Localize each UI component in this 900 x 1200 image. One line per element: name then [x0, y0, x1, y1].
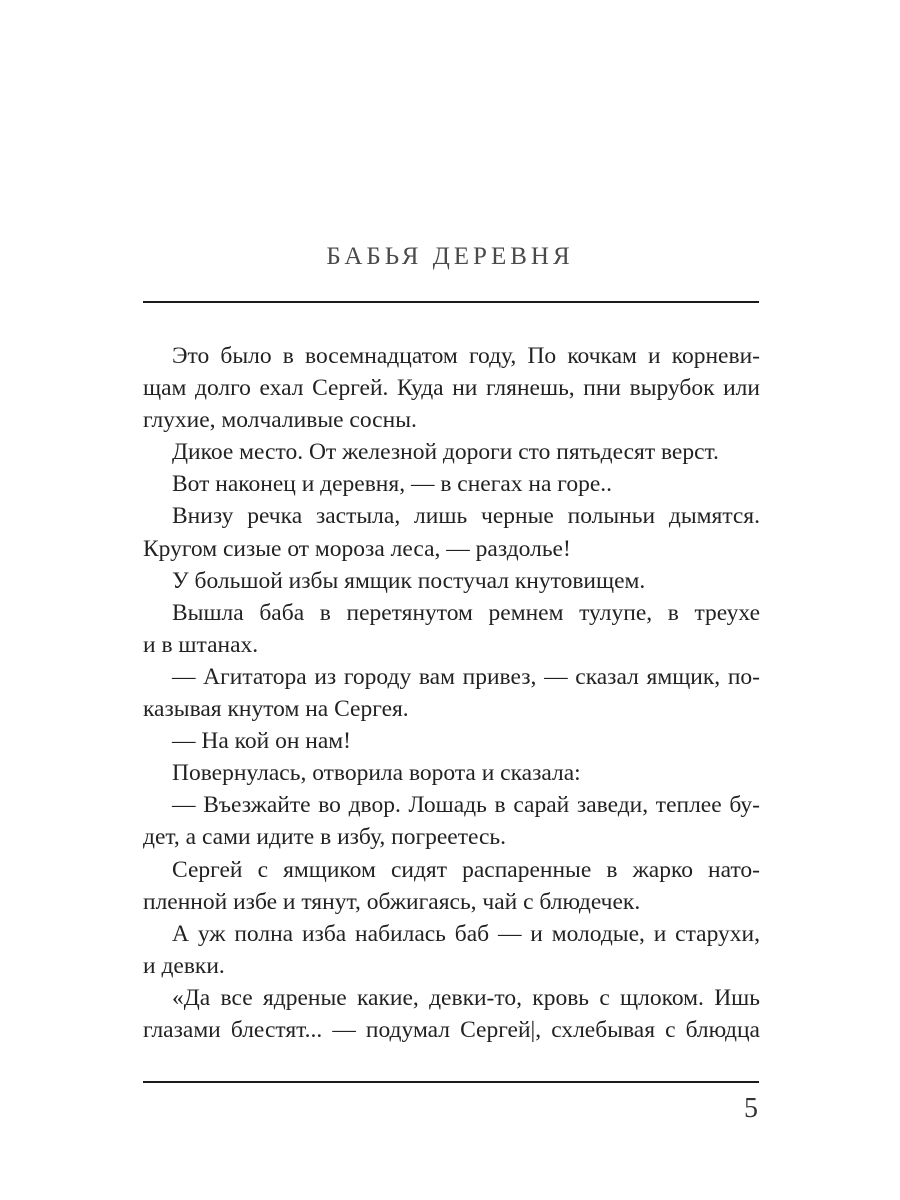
text-line: Сергей с ямщиком сидят распаренные в жарко нато- [172, 856, 760, 883]
text-line: и в штанах. [143, 631, 259, 658]
text-line: А уж полна изба набилась баб — и молодые, и старухи, [172, 920, 760, 947]
text-line: Вышла баба в перетянутом ремнем тулупе, в треухе [172, 599, 760, 626]
text-line: и девки. [143, 952, 225, 979]
text-line: Внизу речка застыла, лишь черные полыньи дымятся. [172, 503, 760, 530]
bottom-divider [143, 1081, 759, 1083]
text-line: «Да все ядреные какие, девки-то, кровь с щлоком. Ишь [172, 984, 760, 1011]
text-line: глазами блестят... — подумал Сергей|, схлебывая с блюдца [143, 1016, 760, 1043]
text-line: пленной избе и тянут, обжигаясь, чай с блюдечек. [143, 888, 641, 915]
text-line: казывая кнутом на Сергея. [143, 696, 409, 723]
chapter-title: БАБЬЯ ДЕРЕВНЯ [326, 243, 574, 270]
text-line: дет, а сами идите в избу, погреетесь. [143, 824, 507, 851]
text-line: У большой избы ямщик постучал кнутовищем. [172, 567, 646, 594]
text-line: — Агитатора из городу вам привез, — сказал ямщик, по- [172, 663, 760, 690]
text-line: щам долго ехал Сергей. Куда ни глянешь, пни вырубок или [143, 375, 760, 402]
text-line: Дикое место. От железной дороги сто пятьдесят верст. [172, 439, 719, 466]
text-line: Это было в восемнадцатом году, По кочкам и корневи- [172, 343, 760, 369]
top-divider [143, 301, 759, 303]
text-line: Повернулась, отворила ворота и сказала: [172, 760, 581, 787]
body-text [143, 340, 760, 1046]
text-line: — На кой он нам! [172, 728, 351, 755]
text-line: Кругом сизые от мороза леса, — раздолье! [143, 535, 571, 562]
page-number: 5 [744, 1093, 758, 1124]
text-line: — Въезжайте во двор. Лошадь в сарай заведи, теплее бу- [172, 792, 760, 819]
text-line: Вот наконец и деревня, — в снегах на горе.. [172, 471, 613, 498]
text-line: глухие, молчаливые сосны. [143, 407, 417, 434]
